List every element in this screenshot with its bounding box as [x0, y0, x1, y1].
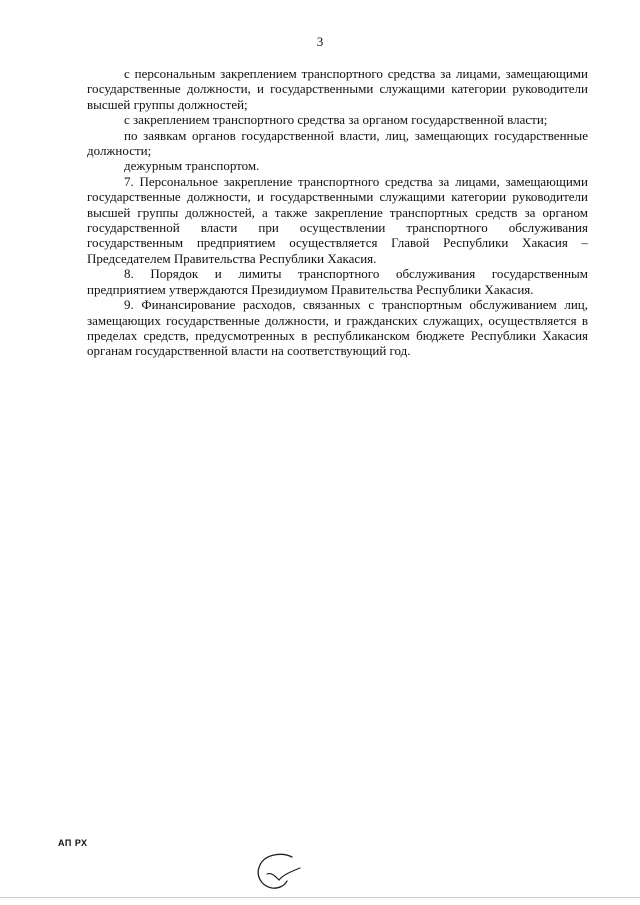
footer-code: АП РХ — [58, 838, 88, 848]
paragraph-item-8: 8. Порядок и лимиты транспортного обслуживания государственным предприятием утверждаются Президиумом Правительства Республики Хакасия. — [87, 266, 588, 297]
signature-initials-icon — [252, 850, 304, 892]
paragraph-personal-assignment: с персональным закреплением транспортного средства за лицами, замещающими государственные должности, и государственными служащими категории руководители высшей группы должностей; — [87, 66, 588, 112]
paragraph-by-request: по заявкам органов государственной власти, лиц, замещающих государственные должности; — [87, 127, 588, 159]
paragraph-item-9: 9. Финансирование расходов, связанных с транспортным обслуживанием лиц, замещающих государственные должности, и гражданских служащих, осуществляется в пределах средств, предусмотренных в республиканском бюджете Республики Хакасия органам государственной власти на соответствующий год. — [87, 297, 588, 359]
paragraph-organ-assignment: с закреплением транспортного средства за органом государственной власти; — [124, 112, 548, 128]
bottom-edge-rule — [0, 897, 640, 898]
page-number: 3 — [316, 34, 324, 49]
paragraph-item-7: 7. Персональное закрепление транспортного средства за лицами, замещающими государственные должности, и государственными служащими категории руководители высшей группы должностей, а также закрепление транспортных средств за органом государственной власти при осуществлении транспортного обслуживания государственным предприятием осуществляется Главой Республики Хакасия – Председателем Правительства Республики Хакасия. — [87, 173, 588, 266]
document-body — [87, 66, 588, 359]
paragraph-duty-transport: дежурным транспортом. — [124, 158, 260, 174]
